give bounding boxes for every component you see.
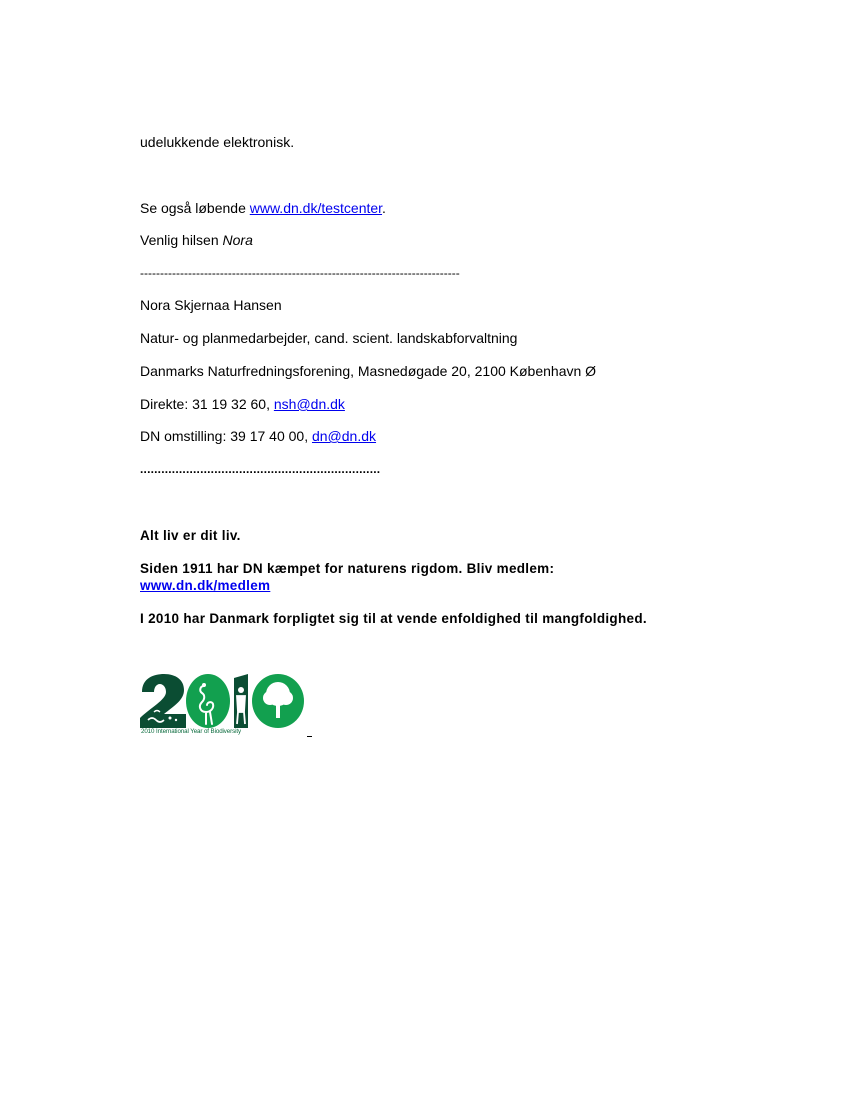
direct-email-link[interactable]: nsh@dn.dk [273, 396, 345, 412]
greeting-prefix: Venlig hilsen [140, 232, 223, 248]
signature-separator: -------------------------------------------------------------------------------- [140, 266, 460, 280]
body-text-line [140, 134, 294, 151]
direct-contact-line [140, 396, 345, 413]
member-link-line [140, 577, 270, 594]
signature-organization: Danmarks Naturfredningsforening, Masnedøgade 20, 2100 København Ø [140, 363, 597, 379]
logo-caption: 2010 International Year of Biodiversity [141, 728, 241, 735]
digit-zero-one [186, 674, 230, 728]
switchboard-prefix: DN omstilling: 39 17 40 00, [140, 428, 312, 444]
member-link[interactable]: www.dn.dk/medlem [140, 578, 271, 593]
greeting-line [140, 232, 253, 249]
direct-prefix: Direkte: 31 19 32 60, [140, 396, 274, 412]
biodiversity-logo-graphic [140, 672, 312, 730]
pledge-text: I 2010 har Danmark forpligtet sig til at vende enfoldighed til mangfoldighed. [140, 611, 647, 626]
greeting-name: Nora [222, 232, 253, 248]
body-line-1: udelukkende elektronisk. [140, 134, 295, 150]
testcenter-link[interactable]: www.dn.dk/testcenter [249, 200, 383, 216]
signature-title: Natur- og planmedarbejder, cand. scient. landskabforvaltning [140, 330, 518, 346]
signature-dots: .................................................................... [140, 462, 381, 476]
see-also-prefix: Se også løbende [140, 200, 250, 216]
biodiversity-2010-logo[interactable] [140, 672, 312, 740]
see-also-suffix: . [382, 200, 386, 216]
logo-link-underline [307, 736, 312, 737]
member-text: Siden 1911 har DN kæmpet for naturens rigdom. Bliv medlem: [140, 561, 555, 576]
see-also-line [140, 200, 386, 217]
slogan: Alt liv er dit liv. [140, 528, 241, 543]
signature-name: Nora Skjernaa Hansen [140, 297, 282, 313]
switchboard-contact-line [140, 428, 376, 445]
switchboard-email-link[interactable]: dn@dn.dk [311, 428, 377, 444]
